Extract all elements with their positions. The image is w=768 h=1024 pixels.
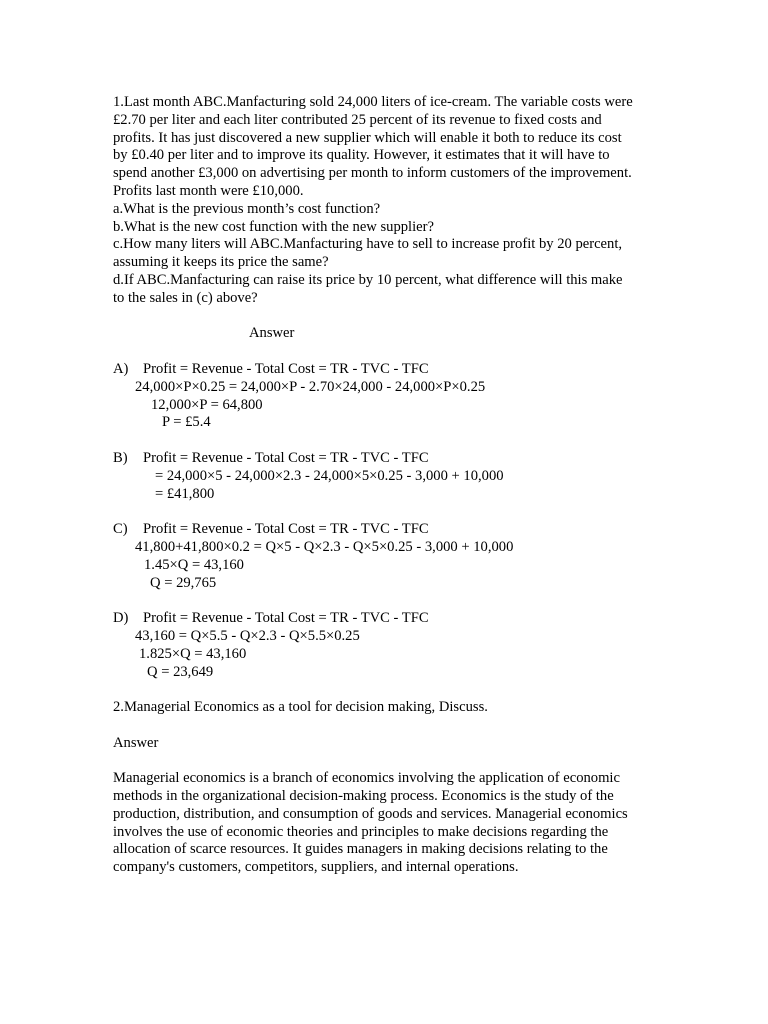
answer-c-label: C) xyxy=(113,521,128,538)
question-1-part-d: d.If ABC.Manfacturing can raise its price by 10 percent, what difference will this make xyxy=(113,271,623,288)
question-1-part-c: assuming it keeps its price the same? xyxy=(113,254,329,271)
spacer xyxy=(113,503,658,521)
question-1-part-c: c.How many liters will ABC.Manfacturing have to sell to increase profit by 20 percent, xyxy=(113,236,623,253)
answer-heading-2: Answer xyxy=(113,734,159,751)
answer-c-formula-text: Profit = Revenue - Total Cost = TR - TVC - TFC xyxy=(143,521,429,538)
answer-heading: Answer xyxy=(249,325,295,342)
answer-d-step: 1.825×Q = 43,160 xyxy=(139,645,247,662)
answer-b xyxy=(113,450,658,503)
spacer xyxy=(113,592,658,610)
question-1-line: 1.Last month ABC.Manfacturing sold 24,000 liters of ice-cream. The variable costs were xyxy=(113,94,633,110)
answer-a-formula-text: Profit = Revenue - Total Cost = TR - TVC - TFC xyxy=(143,360,429,377)
answer-2-paragraph xyxy=(113,770,658,877)
answer-a-step: 24,000×P×0.25 = 24,000×P - 2.70×24,000 - 24,000×P×0.25 xyxy=(135,378,486,395)
answer-2-line: company's customers, competitors, suppliers, and internal operations. xyxy=(113,859,519,876)
answer-a-step: P = £5.4 xyxy=(162,414,211,431)
spacer xyxy=(113,343,658,361)
spacer xyxy=(113,308,658,326)
answer-c-formula xyxy=(113,521,658,539)
answer-2-line: Managerial economics is a branch of economics involving the application of economic xyxy=(113,770,620,787)
answer-d-step: 43,160 = Q×5.5 - Q×2.3 - Q×5.5×0.25 xyxy=(135,627,360,644)
spacer xyxy=(113,717,658,735)
answer-c-step: 41,800+41,800×0.2 = Q×5 - Q×2.3 - Q×5×0.25 - 3,000 + 10,000 xyxy=(135,538,514,555)
question-1-line: £2.70 per liter and each liter contributed 25 percent of its revenue to fixed costs and xyxy=(113,111,602,128)
answer-b-step: = 24,000×5 - 24,000×2.3 - 24,000×5×0.25 - 3,000 + 10,000 xyxy=(155,467,504,484)
question-1-part-d: to the sales in (c) above? xyxy=(113,289,258,306)
question-1-line: profits. It has just discovered a new supplier which will enable it both to reduce its cost xyxy=(113,129,622,146)
answer-2-line: production, distribution, and consumption of goods and services. Managerial economics xyxy=(113,805,628,822)
question-1-part-b: b.What is the new cost function with the new supplier? xyxy=(113,218,434,235)
answer-c xyxy=(113,521,658,592)
answer-b-label: B) xyxy=(113,449,128,466)
answer-a-label: A) xyxy=(113,360,129,377)
answer-b-formula xyxy=(113,450,658,468)
answer-d xyxy=(113,610,658,681)
answer-d-formula-text: Profit = Revenue - Total Cost = TR - TVC - TFC xyxy=(143,610,429,627)
spacer xyxy=(113,681,658,699)
answer-c-step: Q = 29,765 xyxy=(150,574,217,591)
question-1-line: Profits last month were £10,000. xyxy=(113,182,304,199)
question-1-line: by £0.40 per liter and to improve its quality. However, it estimates that it will have to xyxy=(113,147,610,164)
spacer xyxy=(113,752,658,770)
answer-2-line: allocation of scarce resources. It guides managers in making decisions relating to the xyxy=(113,841,608,858)
answer-2-line: methods in the organizational decision-making process. Economics is the study of the xyxy=(113,788,614,805)
answer-a xyxy=(113,361,658,432)
answer-a-step: 12,000×P = 64,800 xyxy=(151,396,263,413)
question-1-line: spend another £3,000 on advertising per month to inform customers of the improvement. xyxy=(113,165,632,182)
spacer xyxy=(113,432,658,450)
question-1-part-a: a.What is the previous month’s cost function? xyxy=(113,200,381,217)
answer-c-step: 1.45×Q = 43,160 xyxy=(144,556,244,573)
question-2: 2.Managerial Economics as a tool for decision making, Discuss. xyxy=(113,699,488,716)
answer-2-line: involves the use of economic theories and principles to make decisions regarding the xyxy=(113,823,609,840)
answer-d-step: Q = 23,649 xyxy=(147,663,214,680)
answer-b-formula-text: Profit = Revenue - Total Cost = TR - TVC - TFC xyxy=(143,449,429,466)
answer-a-formula xyxy=(113,361,658,379)
answer-d-label: D) xyxy=(113,610,129,627)
answer-d-formula xyxy=(113,610,658,628)
question-1 xyxy=(113,94,658,308)
answer-b-step: = £41,800 xyxy=(155,485,215,502)
document-page xyxy=(113,94,658,877)
